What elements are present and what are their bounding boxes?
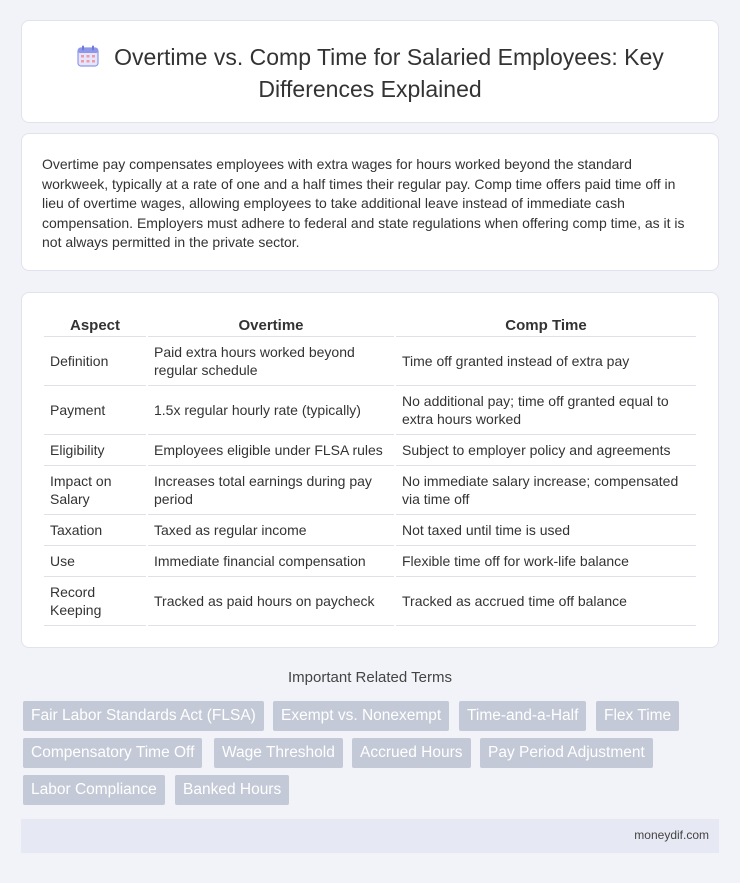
row-overtime: Employees eligible under FLSA rules (148, 435, 394, 466)
related-term-tag[interactable]: Banked Hours (175, 775, 289, 805)
row-aspect: Definition (44, 337, 146, 386)
related-term-tag[interactable]: Time-and-a-Half (459, 701, 586, 731)
summary-text: Overtime pay compensates employees with extra wages for hours worked beyond the standard workweek, typically at a rate of one and a half times their regular pay. Comp time offers paid time off in lieu of overtime wages, allowing employees to take additional leave instead of immediate cash compensation. Employers must adhere to federal and state regulations when offering comp time, as it is not always permitted in the private sector. (42, 156, 685, 250)
header-comp-time: Comp Time (396, 315, 696, 337)
page-title: Overtime vs. Comp Time for Salaried Employees: Key Differences Explained (114, 44, 664, 102)
table-row (44, 577, 696, 626)
related-terms-title: Important Related Terms (288, 669, 452, 686)
row-overtime: Increases total earnings during pay period (148, 466, 394, 515)
table-row (44, 515, 696, 546)
comparison-table (42, 315, 698, 626)
row-aspect: Taxation (44, 515, 146, 546)
related-term-tag[interactable]: Compensatory Time Off (23, 738, 202, 768)
table-header-row (44, 315, 696, 337)
row-aspect: Payment (44, 386, 146, 435)
table-row (44, 337, 696, 386)
footer-site[interactable]: moneydif.com (634, 828, 709, 842)
row-aspect: Eligibility (44, 435, 146, 466)
row-aspect: Use (44, 546, 146, 577)
row-comp-time: No immediate salary increase; compensated via time off (396, 466, 696, 515)
page-title-wrap (22, 43, 718, 104)
table-row (44, 546, 696, 577)
row-comp-time: Flexible time off for work-life balance (396, 546, 696, 577)
row-aspect: Record Keeping (44, 577, 146, 626)
title-card (21, 20, 719, 123)
row-overtime: Taxed as regular income (148, 515, 394, 546)
related-term-tag[interactable]: Exempt vs. Nonexempt (273, 701, 449, 731)
row-aspect: Impact on Salary (44, 466, 146, 515)
related-term-tag[interactable]: Labor Compliance (23, 775, 165, 805)
related-term-tag[interactable]: Flex Time (596, 701, 679, 731)
row-comp-time: Not taxed until time is used (396, 515, 696, 546)
related-term-tag[interactable]: Accrued Hours (352, 738, 471, 768)
row-overtime: Tracked as paid hours on paycheck (148, 577, 394, 626)
row-comp-time: Subject to employer policy and agreements (396, 435, 696, 466)
header-overtime: Overtime (148, 315, 394, 337)
header-aspect: Aspect (44, 315, 146, 337)
footer (21, 819, 719, 853)
summary-card (21, 133, 719, 271)
table-row (44, 466, 696, 515)
comparison-table-card (21, 292, 719, 648)
row-comp-time: Time off granted instead of extra pay (396, 337, 696, 386)
row-comp-time: Tracked as accrued time off balance (396, 577, 696, 626)
related-term-tag[interactable]: Fair Labor Standards Act (FLSA) (23, 701, 264, 731)
related-term-tag[interactable]: Wage Threshold (214, 738, 343, 768)
table-row (44, 435, 696, 466)
row-overtime: 1.5x regular hourly rate (typically) (148, 386, 394, 435)
row-overtime: Immediate financial compensation (148, 546, 394, 577)
row-overtime: Paid extra hours worked beyond regular schedule (148, 337, 394, 386)
table-row (44, 386, 696, 435)
row-comp-time: No additional pay; time off granted equal to extra hours worked (396, 386, 696, 435)
related-term-tag[interactable]: Pay Period Adjustment (480, 738, 653, 768)
calendar-icon (76, 44, 100, 75)
